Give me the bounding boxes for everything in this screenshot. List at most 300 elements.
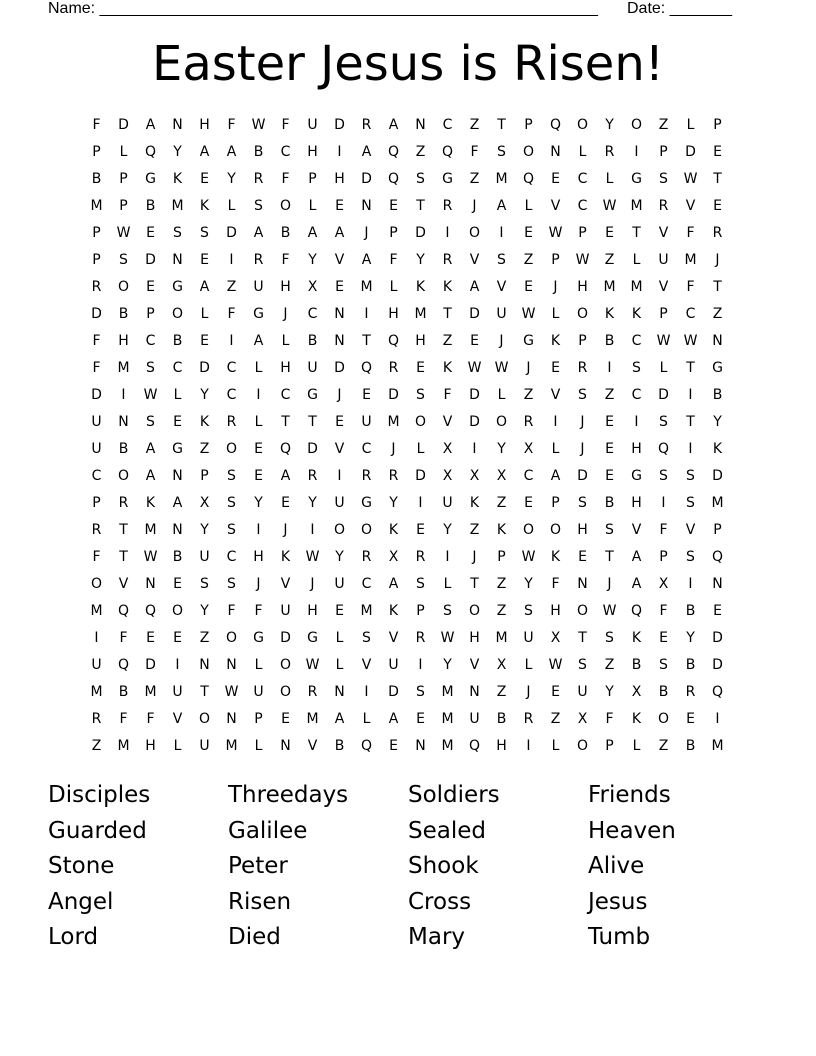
- grid-letter[interactable]: O: [117, 279, 130, 295]
- grid-letter[interactable]: T: [416, 198, 425, 214]
- grid-letter[interactable]: Q: [630, 603, 643, 619]
- grid-letter[interactable]: F: [146, 711, 155, 727]
- grid-letter[interactable]: M: [495, 171, 508, 187]
- grid-letter[interactable]: H: [631, 495, 642, 511]
- grid-letter[interactable]: R: [523, 414, 534, 430]
- grid-letter[interactable]: T: [713, 171, 722, 187]
- grid-letter[interactable]: R: [253, 171, 264, 187]
- grid-letter[interactable]: Y: [524, 576, 533, 592]
- grid-letter[interactable]: S: [119, 252, 128, 268]
- grid-letter[interactable]: E: [173, 414, 182, 430]
- grid-letter[interactable]: C: [226, 549, 237, 565]
- grid-letter[interactable]: B: [91, 171, 102, 187]
- grid-letter[interactable]: I: [445, 549, 450, 565]
- grid-letter[interactable]: J: [310, 576, 315, 592]
- grid-letter[interactable]: G: [631, 171, 642, 187]
- grid-letter[interactable]: M: [711, 738, 724, 754]
- grid-letter[interactable]: T: [578, 630, 587, 646]
- grid-letter[interactable]: P: [713, 117, 722, 133]
- grid-letter[interactable]: E: [200, 252, 209, 268]
- grid-letter[interactable]: H: [631, 441, 642, 457]
- grid-letter[interactable]: B: [685, 738, 696, 754]
- grid-letter[interactable]: Y: [254, 495, 263, 511]
- grid-letter[interactable]: A: [361, 144, 372, 160]
- grid-letter[interactable]: N: [280, 738, 291, 754]
- grid-letter[interactable]: E: [605, 414, 614, 430]
- grid-letter[interactable]: E: [389, 738, 398, 754]
- grid-letter[interactable]: M: [225, 738, 238, 754]
- grid-letter[interactable]: U: [361, 414, 372, 430]
- grid-letter[interactable]: V: [685, 522, 696, 538]
- grid-letter[interactable]: M: [144, 684, 157, 700]
- grid-letter[interactable]: F: [119, 630, 128, 646]
- grid-letter[interactable]: R: [658, 198, 669, 214]
- grid-letter[interactable]: Y: [200, 603, 209, 619]
- grid-letter[interactable]: T: [308, 414, 317, 430]
- grid-letter[interactable]: N: [172, 252, 183, 268]
- grid-letter[interactable]: W: [440, 630, 455, 646]
- grid-letter[interactable]: I: [418, 657, 423, 673]
- grid-letter[interactable]: W: [683, 171, 698, 187]
- grid-letter[interactable]: H: [307, 603, 318, 619]
- grid-letter[interactable]: S: [146, 414, 155, 430]
- grid-letter[interactable]: R: [604, 144, 615, 160]
- grid-letter[interactable]: I: [364, 684, 369, 700]
- grid-letter[interactable]: P: [119, 171, 128, 187]
- grid-letter[interactable]: P: [713, 522, 722, 538]
- grid-letter[interactable]: H: [280, 360, 291, 376]
- grid-letter[interactable]: E: [335, 603, 344, 619]
- grid-letter[interactable]: W: [116, 225, 131, 241]
- grid-letter[interactable]: E: [605, 441, 614, 457]
- grid-letter[interactable]: I: [661, 495, 666, 511]
- grid-letter[interactable]: Q: [279, 441, 292, 457]
- grid-letter[interactable]: O: [279, 684, 292, 700]
- grid-letter[interactable]: L: [686, 117, 695, 133]
- grid-letter[interactable]: I: [526, 738, 531, 754]
- grid-letter[interactable]: T: [686, 414, 695, 430]
- grid-letter[interactable]: Y: [227, 171, 236, 187]
- grid-letter[interactable]: W: [494, 360, 509, 376]
- grid-letter[interactable]: I: [634, 144, 639, 160]
- grid-letter[interactable]: G: [361, 495, 372, 511]
- grid-letter[interactable]: B: [604, 333, 615, 349]
- grid-letter[interactable]: L: [227, 198, 236, 214]
- grid-letter[interactable]: H: [199, 117, 210, 133]
- grid-letter[interactable]: Q: [711, 549, 724, 565]
- grid-letter[interactable]: G: [172, 441, 183, 457]
- grid-letter[interactable]: A: [199, 144, 210, 160]
- grid-letter[interactable]: S: [146, 360, 155, 376]
- grid-letter[interactable]: I: [337, 468, 342, 484]
- grid-letter[interactable]: O: [225, 630, 238, 646]
- grid-letter[interactable]: D: [415, 468, 426, 484]
- grid-letter[interactable]: L: [551, 441, 560, 457]
- grid-letter[interactable]: F: [92, 360, 101, 376]
- grid-letter[interactable]: A: [334, 711, 345, 727]
- grid-letter[interactable]: O: [225, 441, 238, 457]
- grid-letter[interactable]: C: [145, 333, 156, 349]
- grid-letter[interactable]: Z: [712, 306, 723, 322]
- grid-letter[interactable]: E: [200, 171, 209, 187]
- grid-letter[interactable]: D: [118, 117, 129, 133]
- grid-letter[interactable]: I: [607, 360, 612, 376]
- grid-letter[interactable]: U: [523, 630, 534, 646]
- grid-letter[interactable]: Y: [605, 684, 614, 700]
- grid-letter[interactable]: O: [333, 522, 346, 538]
- grid-letter[interactable]: W: [548, 657, 563, 673]
- grid-letter[interactable]: P: [92, 144, 101, 160]
- grid-letter[interactable]: P: [659, 549, 668, 565]
- grid-letter[interactable]: J: [553, 279, 558, 295]
- grid-letter[interactable]: M: [414, 306, 427, 322]
- grid-letter[interactable]: F: [254, 603, 263, 619]
- grid-letter[interactable]: B: [118, 306, 129, 322]
- grid-letter[interactable]: F: [281, 117, 290, 133]
- grid-letter[interactable]: S: [416, 387, 425, 403]
- grid-letter[interactable]: D: [388, 387, 399, 403]
- grid-letter[interactable]: J: [526, 360, 531, 376]
- date-field[interactable]: Date: _______: [627, 0, 732, 17]
- name-field[interactable]: Name: ________________________________________________________: [48, 0, 598, 17]
- grid-letter[interactable]: X: [496, 657, 507, 673]
- grid-letter[interactable]: Z: [523, 252, 534, 268]
- grid-letter[interactable]: F: [92, 117, 101, 133]
- grid-letter[interactable]: Q: [468, 738, 481, 754]
- grid-letter[interactable]: D: [280, 630, 291, 646]
- grid-letter[interactable]: G: [145, 171, 156, 187]
- grid-letter[interactable]: N: [172, 522, 183, 538]
- grid-letter[interactable]: E: [524, 225, 533, 241]
- grid-letter[interactable]: R: [361, 468, 372, 484]
- grid-letter[interactable]: I: [499, 225, 504, 241]
- grid-letter[interactable]: M: [117, 738, 130, 754]
- grid-letter[interactable]: E: [524, 279, 533, 295]
- grid-letter[interactable]: D: [469, 387, 480, 403]
- grid-letter[interactable]: I: [553, 414, 558, 430]
- grid-letter[interactable]: I: [229, 333, 234, 349]
- grid-letter[interactable]: Z: [415, 144, 426, 160]
- grid-letter[interactable]: V: [469, 252, 480, 268]
- grid-letter[interactable]: Y: [443, 522, 452, 538]
- grid-letter[interactable]: E: [281, 711, 290, 727]
- grid-letter[interactable]: E: [254, 468, 263, 484]
- grid-letter[interactable]: M: [360, 279, 373, 295]
- grid-letter[interactable]: N: [172, 468, 183, 484]
- grid-letter[interactable]: E: [713, 144, 722, 160]
- grid-letter[interactable]: M: [441, 711, 454, 727]
- grid-letter[interactable]: B: [334, 738, 345, 754]
- grid-letter[interactable]: Q: [549, 117, 562, 133]
- grid-letter[interactable]: N: [334, 306, 345, 322]
- grid-letter[interactable]: E: [659, 630, 668, 646]
- grid-letter[interactable]: K: [604, 306, 615, 322]
- grid-letter[interactable]: N: [415, 738, 426, 754]
- grid-letter[interactable]: R: [415, 549, 426, 565]
- grid-letter[interactable]: B: [307, 333, 318, 349]
- grid-letter[interactable]: G: [307, 630, 318, 646]
- grid-letter[interactable]: C: [307, 306, 318, 322]
- grid-letter[interactable]: N: [145, 576, 156, 592]
- grid-letter[interactable]: E: [416, 522, 425, 538]
- grid-letter[interactable]: E: [389, 198, 398, 214]
- grid-letter[interactable]: B: [172, 333, 183, 349]
- grid-letter[interactable]: J: [580, 441, 585, 457]
- grid-letter[interactable]: D: [145, 657, 156, 673]
- grid-letter[interactable]: I: [175, 657, 180, 673]
- grid-letter[interactable]: U: [280, 603, 291, 619]
- grid-letter[interactable]: B: [685, 657, 696, 673]
- grid-letter[interactable]: L: [497, 387, 506, 403]
- grid-letter[interactable]: S: [443, 603, 452, 619]
- grid-letter[interactable]: X: [496, 468, 507, 484]
- grid-letter[interactable]: T: [119, 522, 128, 538]
- grid-letter[interactable]: C: [280, 144, 291, 160]
- grid-letter[interactable]: A: [172, 495, 183, 511]
- grid-letter[interactable]: D: [226, 225, 237, 241]
- grid-letter[interactable]: O: [171, 306, 184, 322]
- grid-letter[interactable]: U: [172, 684, 183, 700]
- grid-letter[interactable]: O: [522, 522, 535, 538]
- grid-letter[interactable]: L: [254, 360, 263, 376]
- grid-letter[interactable]: Y: [308, 495, 317, 511]
- grid-letter[interactable]: M: [441, 684, 454, 700]
- grid-letter[interactable]: N: [226, 711, 237, 727]
- grid-letter[interactable]: S: [686, 468, 695, 484]
- grid-letter[interactable]: C: [226, 360, 237, 376]
- grid-letter[interactable]: A: [496, 198, 507, 214]
- grid-letter[interactable]: Z: [604, 657, 615, 673]
- grid-letter[interactable]: O: [576, 603, 589, 619]
- grid-letter[interactable]: A: [550, 468, 561, 484]
- grid-letter[interactable]: G: [172, 279, 183, 295]
- grid-letter[interactable]: O: [90, 576, 103, 592]
- grid-letter[interactable]: X: [442, 468, 453, 484]
- grid-letter[interactable]: G: [307, 387, 318, 403]
- grid-letter[interactable]: W: [305, 549, 320, 565]
- grid-letter[interactable]: L: [308, 198, 317, 214]
- grid-letter[interactable]: Q: [441, 144, 454, 160]
- grid-letter[interactable]: F: [92, 333, 101, 349]
- grid-letter[interactable]: M: [387, 414, 400, 430]
- grid-letter[interactable]: F: [443, 387, 452, 403]
- grid-letter[interactable]: L: [443, 576, 452, 592]
- grid-letter[interactable]: I: [229, 252, 234, 268]
- grid-letter[interactable]: G: [442, 171, 453, 187]
- grid-letter[interactable]: F: [281, 171, 290, 187]
- grid-letter[interactable]: D: [307, 441, 318, 457]
- grid-letter[interactable]: K: [550, 333, 561, 349]
- grid-letter[interactable]: D: [415, 225, 426, 241]
- grid-letter[interactable]: S: [659, 657, 668, 673]
- grid-letter[interactable]: Q: [117, 657, 130, 673]
- grid-letter[interactable]: D: [145, 252, 156, 268]
- grid-letter[interactable]: W: [656, 333, 671, 349]
- grid-letter[interactable]: B: [118, 684, 129, 700]
- grid-letter[interactable]: R: [307, 468, 318, 484]
- grid-letter[interactable]: H: [388, 306, 399, 322]
- grid-letter[interactable]: Q: [144, 144, 157, 160]
- grid-letter[interactable]: A: [631, 549, 642, 565]
- grid-letter[interactable]: L: [173, 387, 182, 403]
- grid-letter[interactable]: T: [470, 576, 479, 592]
- grid-letter[interactable]: E: [173, 576, 182, 592]
- grid-letter[interactable]: B: [118, 441, 129, 457]
- grid-letter[interactable]: A: [631, 576, 642, 592]
- grid-letter[interactable]: Z: [496, 684, 507, 700]
- grid-letter[interactable]: R: [388, 468, 399, 484]
- grid-letter[interactable]: N: [361, 198, 372, 214]
- grid-letter[interactable]: A: [388, 117, 399, 133]
- grid-letter[interactable]: Z: [469, 171, 480, 187]
- grid-letter[interactable]: S: [632, 360, 641, 376]
- grid-letter[interactable]: U: [334, 576, 345, 592]
- grid-letter[interactable]: X: [631, 684, 642, 700]
- grid-letter[interactable]: S: [659, 414, 668, 430]
- grid-letter[interactable]: W: [602, 198, 617, 214]
- grid-letter[interactable]: Y: [200, 387, 209, 403]
- grid-letter[interactable]: L: [254, 657, 263, 673]
- grid-letter[interactable]: X: [577, 711, 588, 727]
- grid-letter[interactable]: C: [523, 468, 534, 484]
- grid-letter[interactable]: S: [227, 576, 236, 592]
- grid-letter[interactable]: E: [713, 603, 722, 619]
- grid-letter[interactable]: L: [524, 198, 533, 214]
- grid-letter[interactable]: Z: [604, 252, 615, 268]
- grid-letter[interactable]: P: [389, 225, 398, 241]
- grid-letter[interactable]: V: [685, 198, 696, 214]
- grid-letter[interactable]: Z: [658, 117, 669, 133]
- grid-letter[interactable]: F: [686, 279, 695, 295]
- grid-letter[interactable]: S: [416, 684, 425, 700]
- grid-letter[interactable]: O: [576, 738, 589, 754]
- grid-letter[interactable]: B: [658, 684, 669, 700]
- grid-letter[interactable]: L: [551, 738, 560, 754]
- grid-letter[interactable]: L: [119, 144, 128, 160]
- grid-letter[interactable]: R: [361, 549, 372, 565]
- grid-letter[interactable]: K: [631, 306, 642, 322]
- grid-letter[interactable]: Y: [389, 495, 398, 511]
- grid-letter[interactable]: A: [469, 279, 480, 295]
- grid-letter[interactable]: F: [470, 144, 479, 160]
- grid-letter[interactable]: S: [605, 630, 614, 646]
- grid-letter[interactable]: Z: [91, 738, 102, 754]
- grid-letter[interactable]: M: [630, 279, 643, 295]
- grid-letter[interactable]: U: [334, 495, 345, 511]
- grid-letter[interactable]: P: [92, 252, 101, 268]
- grid-letter[interactable]: E: [146, 630, 155, 646]
- grid-letter[interactable]: I: [94, 630, 99, 646]
- grid-letter[interactable]: V: [550, 387, 561, 403]
- grid-letter[interactable]: E: [146, 279, 155, 295]
- grid-letter[interactable]: K: [388, 603, 399, 619]
- grid-letter[interactable]: M: [630, 198, 643, 214]
- grid-letter[interactable]: H: [118, 333, 129, 349]
- grid-letter[interactable]: L: [605, 171, 614, 187]
- grid-letter[interactable]: T: [200, 684, 209, 700]
- grid-letter[interactable]: Y: [308, 252, 317, 268]
- grid-letter[interactable]: L: [254, 414, 263, 430]
- grid-letter[interactable]: V: [442, 414, 453, 430]
- grid-letter[interactable]: F: [119, 711, 128, 727]
- grid-letter[interactable]: L: [389, 279, 398, 295]
- grid-letter[interactable]: Z: [226, 279, 237, 295]
- grid-letter[interactable]: V: [334, 252, 345, 268]
- grid-letter[interactable]: E: [416, 360, 425, 376]
- grid-letter[interactable]: Q: [360, 738, 373, 754]
- grid-letter[interactable]: H: [577, 522, 588, 538]
- grid-letter[interactable]: L: [416, 441, 425, 457]
- grid-letter[interactable]: Z: [550, 711, 561, 727]
- grid-letter[interactable]: O: [522, 144, 535, 160]
- grid-letter[interactable]: R: [685, 684, 696, 700]
- grid-letter[interactable]: I: [715, 711, 720, 727]
- grid-letter[interactable]: E: [551, 684, 560, 700]
- grid-letter[interactable]: O: [117, 468, 130, 484]
- grid-letter[interactable]: I: [364, 306, 369, 322]
- grid-letter[interactable]: B: [496, 711, 507, 727]
- grid-letter[interactable]: C: [91, 468, 102, 484]
- grid-letter[interactable]: I: [121, 387, 126, 403]
- grid-letter[interactable]: Z: [496, 495, 507, 511]
- grid-letter[interactable]: U: [199, 549, 210, 565]
- grid-letter[interactable]: N: [226, 657, 237, 673]
- grid-letter[interactable]: Z: [604, 387, 615, 403]
- grid-letter[interactable]: K: [442, 279, 453, 295]
- grid-letter[interactable]: S: [254, 198, 263, 214]
- grid-letter[interactable]: T: [119, 549, 128, 565]
- grid-letter[interactable]: Y: [605, 117, 614, 133]
- grid-letter[interactable]: V: [550, 198, 561, 214]
- grid-letter[interactable]: W: [548, 225, 563, 241]
- grid-letter[interactable]: S: [578, 387, 587, 403]
- grid-letter[interactable]: N: [415, 117, 426, 133]
- grid-letter[interactable]: A: [361, 252, 372, 268]
- grid-letter[interactable]: S: [200, 225, 209, 241]
- grid-letter[interactable]: J: [499, 333, 504, 349]
- grid-letter[interactable]: E: [686, 711, 695, 727]
- grid-letter[interactable]: L: [335, 630, 344, 646]
- grid-letter[interactable]: H: [496, 738, 507, 754]
- grid-letter[interactable]: X: [307, 279, 318, 295]
- grid-letter[interactable]: U: [577, 684, 588, 700]
- grid-letter[interactable]: Z: [199, 441, 210, 457]
- grid-letter[interactable]: V: [631, 522, 642, 538]
- grid-letter[interactable]: D: [712, 468, 723, 484]
- grid-letter[interactable]: O: [198, 711, 211, 727]
- grid-letter[interactable]: V: [658, 225, 669, 241]
- grid-letter[interactable]: T: [632, 225, 641, 241]
- grid-letter[interactable]: I: [445, 225, 450, 241]
- grid-letter[interactable]: N: [118, 414, 129, 430]
- grid-letter[interactable]: R: [91, 279, 102, 295]
- grid-letter[interactable]: T: [605, 549, 614, 565]
- grid-letter[interactable]: Y: [416, 252, 425, 268]
- grid-letter[interactable]: G: [631, 468, 642, 484]
- grid-letter[interactable]: M: [711, 495, 724, 511]
- grid-letter[interactable]: N: [577, 576, 588, 592]
- grid-letter[interactable]: B: [712, 387, 723, 403]
- grid-letter[interactable]: C: [280, 387, 291, 403]
- grid-letter[interactable]: V: [388, 630, 399, 646]
- grid-letter[interactable]: K: [145, 495, 156, 511]
- grid-letter[interactable]: M: [684, 252, 697, 268]
- grid-letter[interactable]: Q: [387, 171, 400, 187]
- grid-letter[interactable]: I: [337, 144, 342, 160]
- grid-letter[interactable]: H: [253, 549, 264, 565]
- grid-letter[interactable]: N: [712, 333, 723, 349]
- grid-letter[interactable]: L: [551, 306, 560, 322]
